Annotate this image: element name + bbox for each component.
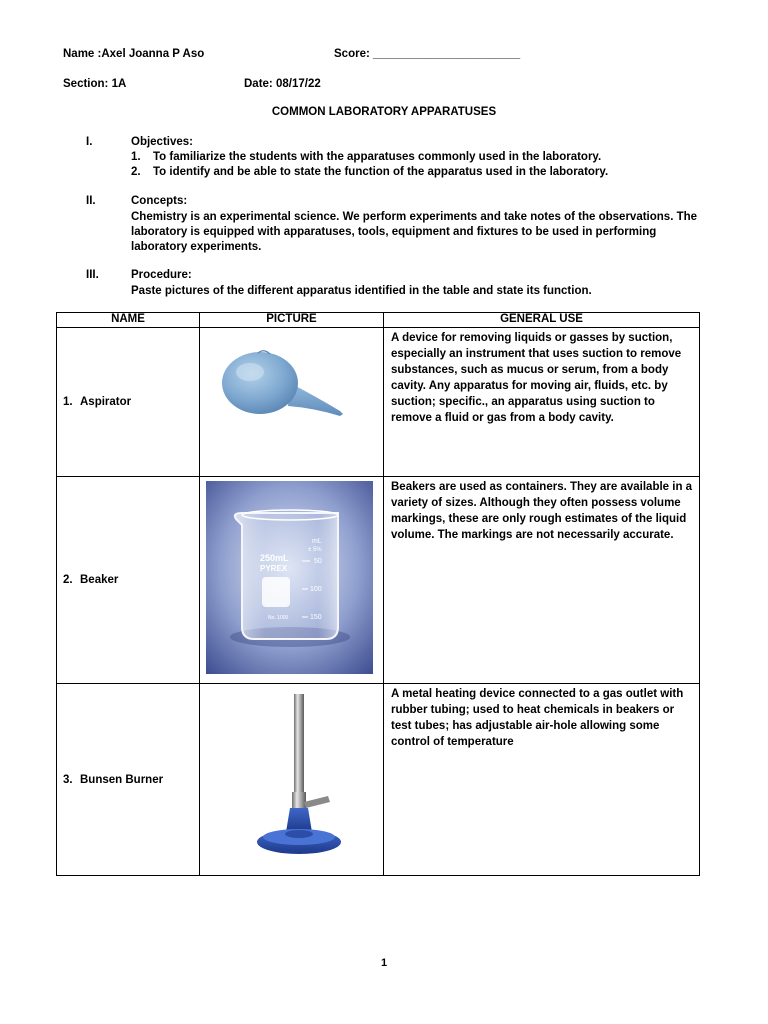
apparatus-name: Beaker (80, 574, 119, 586)
page-number: 1 (380, 957, 388, 969)
date-value: 08/17/22 (275, 78, 321, 90)
table-header-row (57, 313, 700, 328)
beaker-grad-50: 50 (314, 558, 322, 565)
table-row (57, 477, 700, 684)
name-label: Name : (63, 48, 102, 60)
table-row (57, 328, 700, 477)
score-blank: _______________________ (373, 48, 521, 60)
row-number: 1. (63, 396, 73, 408)
aspirator-image (200, 328, 384, 476)
concepts-text: Chemistry is an experimental science. We perform experiments and take notes of the observations. The laboratory is equipped with apparatuses, tools, equipment and fixtures to be used in performing laboratory experiments. (131, 211, 698, 254)
table-row (57, 684, 700, 876)
apparatus-name: Bunsen Burner (80, 773, 164, 786)
beaker-capacity-label: 250mL (260, 553, 289, 563)
apparatus-name: Aspirator (80, 396, 132, 408)
objectives-label: Objectives: (131, 136, 193, 148)
row-number: 2. (63, 574, 73, 586)
score-line (334, 48, 520, 60)
section-value: 1A (111, 78, 127, 90)
name-value: Axel Joanna P Aso (101, 48, 205, 60)
header-name: NAME (57, 313, 200, 328)
beaker-grad-150: 150 (310, 614, 322, 621)
objective-number: 2. (131, 166, 141, 178)
picture-cell (200, 328, 384, 477)
procedure-text: Paste pictures of the different apparatus identified in the table and state its function. (131, 285, 592, 297)
header-picture: PICTURE (200, 313, 384, 328)
concepts-label: Concepts: (131, 195, 188, 207)
objective-number: 1. (131, 151, 141, 163)
student-name-line (63, 48, 204, 60)
beaker-ml-label: mL (312, 538, 322, 545)
beaker-image (200, 477, 384, 683)
section-line (63, 78, 126, 90)
apparatus-name-cell (57, 684, 200, 876)
apparatus-table (56, 312, 700, 876)
general-use-cell: A device for removing liquids or gasses by suction, especially an instrument that uses suction to remove substances, such as mucus or serum, from a body cavity. Any apparatus for moving air, fluids, etc. by suction; specific., an apparatus using suction to remove a fluid or gas from a body cavity. (384, 328, 700, 477)
procedure-label: Procedure: (131, 269, 192, 281)
beaker-brand-label: PYREX (260, 564, 288, 573)
apparatus-name-cell (57, 328, 200, 477)
objective-text: To familiarize the students with the apparatuses commonly used in the laboratory. (153, 151, 602, 163)
date-line (244, 78, 321, 90)
bunsen-burner-image (200, 684, 384, 875)
page-title: COMMON LABORATORY APPARATUSES (271, 106, 497, 118)
general-use-cell: Beakers are used as containers. They are available in a variety of sizes. Although they often possess volume markings, these are only rough estimates of the liquid volume. The markings are not necessarily accurate. (384, 477, 700, 684)
picture-cell (200, 477, 384, 684)
row-number: 3. (63, 773, 73, 786)
beaker-grad-100: 100 (310, 586, 322, 593)
picture-cell (200, 684, 384, 876)
beaker-approx-label: ± 5% (308, 547, 322, 553)
date-label: Date: (244, 78, 273, 90)
objectives-numeral: I. (86, 136, 93, 148)
apparatus-name-cell (57, 477, 200, 684)
objective-item (131, 166, 608, 178)
objective-item (131, 151, 601, 163)
header-general-use: GENERAL USE (384, 313, 700, 328)
objective-text: To identify and be able to state the function of the apparatus used in the laboratory. (153, 166, 609, 178)
procedure-numeral: III. (86, 269, 99, 281)
section-label: Section: (63, 78, 109, 90)
beaker-model-label: No. 1000 (268, 615, 289, 621)
concepts-numeral: II. (86, 195, 96, 207)
score-label: Score: (334, 48, 370, 60)
general-use-cell: A metal heating device connected to a gas outlet with rubber tubing; used to heat chemicals in beakers or test tubes; has adjustable air-hole allowing some control of temperature (384, 684, 700, 876)
